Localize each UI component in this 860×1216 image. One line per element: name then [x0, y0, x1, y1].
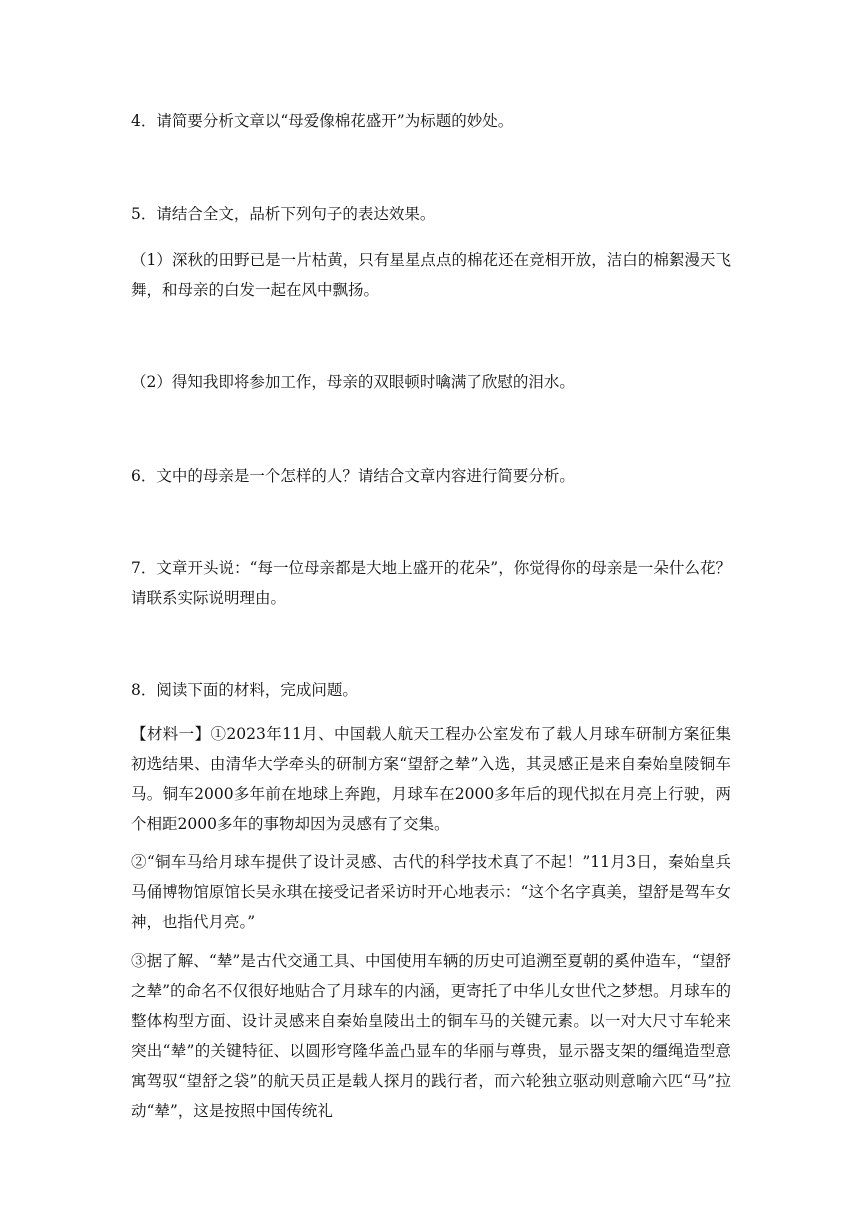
question-8: 8．阅读下面的材料，完成问题。 [131, 681, 358, 699]
question-4: 4．请简要分析文章以“母爱像棉花盛开”为标题的妙处。 [131, 112, 514, 130]
material-paragraph-2: ②“铜车马给月球车提供了设计灵感、古代的科学技术真了不起！”11月3日，秦始皇兵马俑博物馆原馆长吴永琪在接受记者采访时开心地表示：“这个名字真美，望舒是驾车女神，也指代月亮。” [131, 853, 731, 931]
question-6: 6．文中的母亲是一个怎样的人？请结合文章内容进行简要分析。 [131, 467, 575, 485]
material-paragraph-3: ③据了解、“辇”是古代交通工具、中国使用车辆的历史可追溯至夏朝的奚仲造车，“望舒之辇”的命名不仅很好地贴合了月球车的内涵，更寄托了中华儿女世代之梦想。月球车的整体构型方面、设计灵感来自秦始皇陵出土的铜车马的关键元素。以一对大尺寸车轮来突出“辇”的关键特征、以圆形穹隆华盖凸显车的华丽与尊贵，显示器支架的缰绳造型意寓驾驭“望舒之袋”的航天员正是载人探月的践行者，而六轮独立驱动则意喻六匹“马”拉动“辇”，这是按照中国传统礼 [131, 952, 731, 1120]
question-5: 5．请结合全文，品析下列句子的表达效果。 [131, 205, 436, 223]
question-7: 7．文章开头说：“每一位母亲都是大地上盛开的花朵”，你觉得你的母亲是一朵什么花？请联系实际说明理由。 [131, 559, 731, 607]
question-5-item-1: （1）深秋的田野已是一片枯黄，只有星星点点的棉花还在竞相开放，洁白的棉絮漫天飞舞，和母亲的白发一起在风中飘扬。 [131, 251, 731, 299]
material-paragraph-1: 【材料一】①2023年11月、中国载人航天工程办公室发布了载人月球车研制方案征集初选结果、由清华大学牵头的研制方案“望舒之辇”入选，其灵感正是来自秦始皇陵铜车马。铜车2000多年前在地球上奔跑，月球车在2000多年后的现代拟在月亮上行驶，两个相距2000多年的事物却因为灵感有了交集。 [131, 725, 731, 833]
question-5-item-2: （2）得知我即将参加工作，母亲的双眼顿时噙满了欣慰的泪水。 [131, 373, 575, 391]
